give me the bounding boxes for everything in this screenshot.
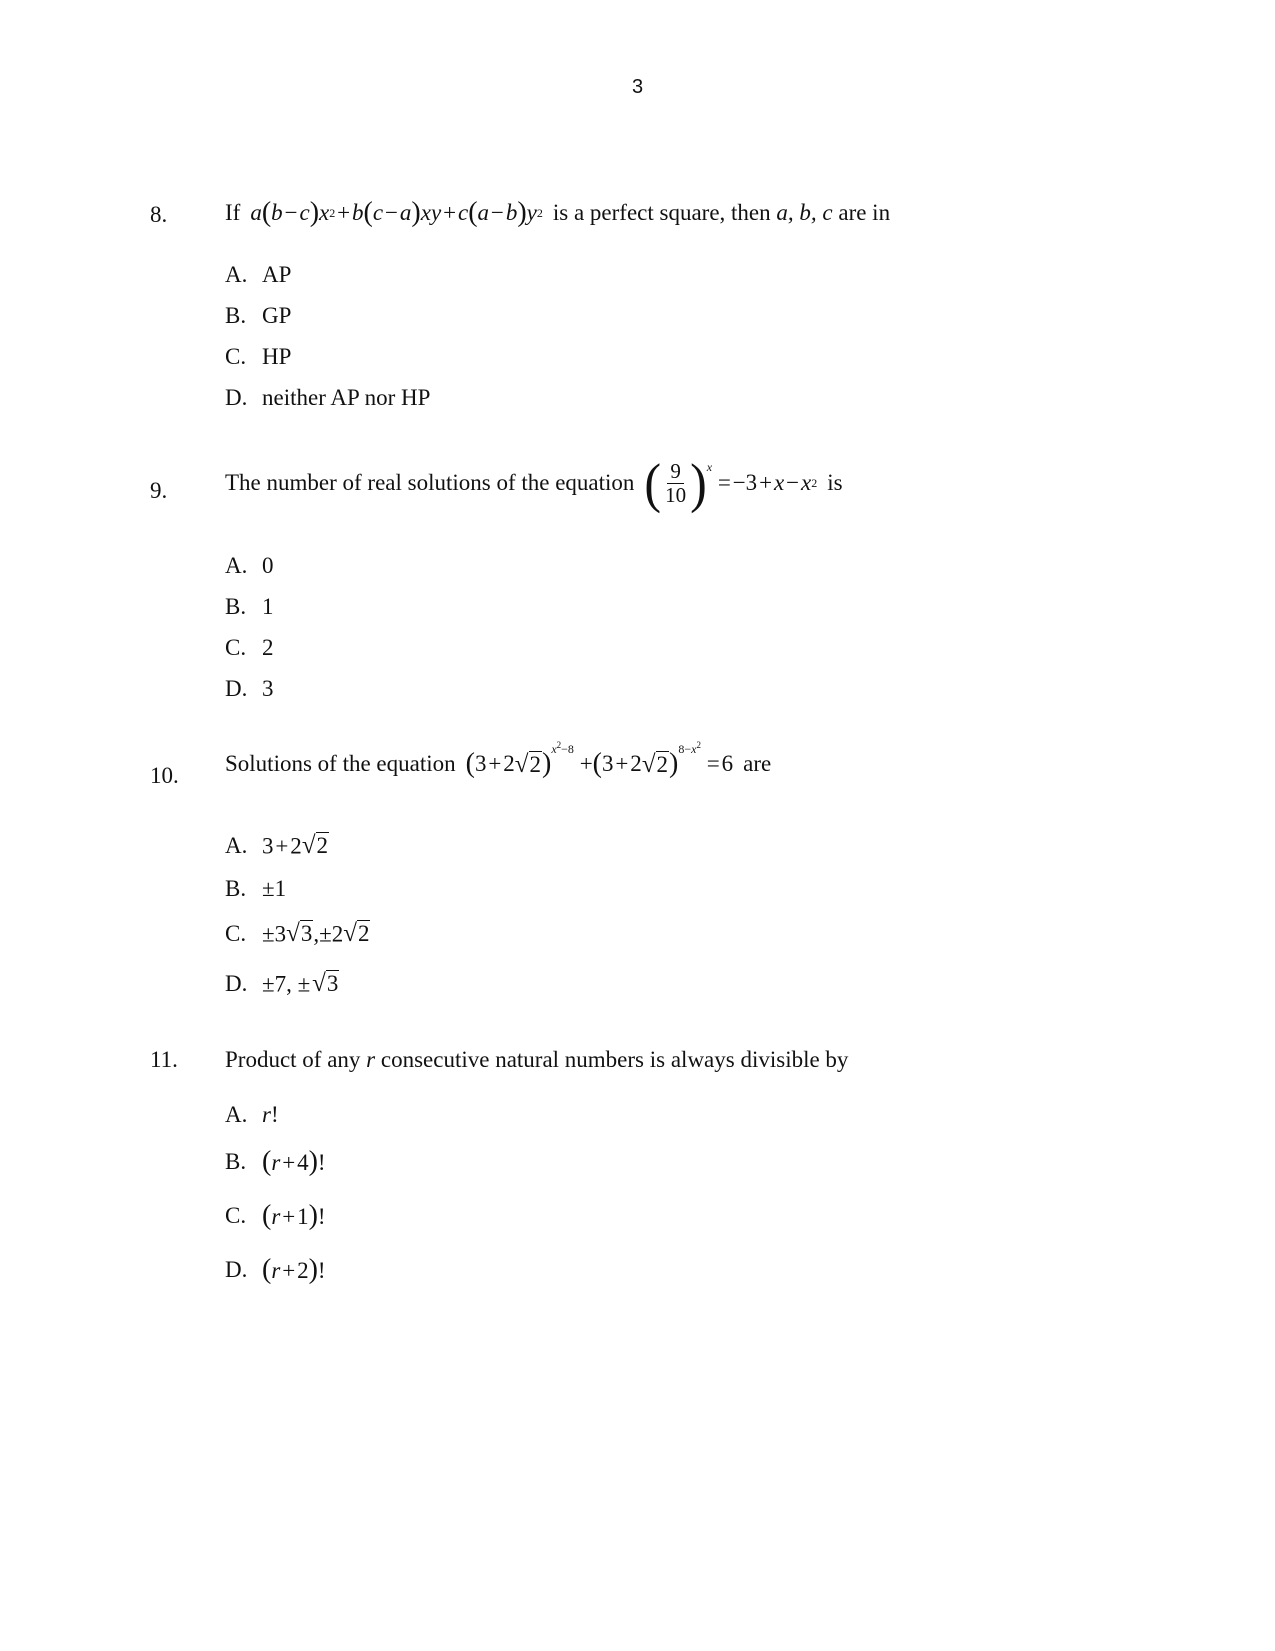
- question-8-option-a[interactable]: A. AP: [225, 262, 292, 287]
- question-10-suffix: are: [743, 751, 772, 776]
- question-8-expression: a ( b − c ) x 2 + b ( c − a ) xy + c ( a − b ) y 2: [250, 197, 543, 228]
- question-9-expression: ( $\frac{9}{10}$ ) x = −3 + x − x 2: [644, 452, 818, 514]
- question-9-option-c[interactable]: C. 2: [225, 635, 274, 660]
- option-b-math: (r + 4)!: [262, 1146, 326, 1177]
- question-8-text: [225, 197, 890, 229]
- question-11-suffix: consecutive natural numbers is always divisible by: [380, 1047, 849, 1072]
- option-c-math: (r + 1)!: [262, 1200, 326, 1231]
- question-8-option-c[interactable]: C. HP: [225, 344, 292, 369]
- question-9-text: [225, 452, 843, 514]
- question-11-var: r: [366, 1047, 376, 1072]
- question-8-option-d[interactable]: D. neither AP nor HP: [225, 385, 431, 410]
- question-10-text: [225, 739, 772, 780]
- question-number-9: 9.: [150, 478, 168, 503]
- question-8-vars: a, b, c: [776, 200, 833, 225]
- question-9-option-b[interactable]: B. 1: [225, 594, 274, 619]
- question-number-10: 10.: [150, 763, 179, 788]
- option-a-math: 3 + 2 √ 2: [262, 832, 329, 860]
- question-10-option-c[interactable]: C. ±3 √ 3 ,±2 √ 2: [225, 920, 370, 948]
- question-10-prefix: Solutions of the equation: [225, 751, 456, 776]
- question-10-option-a[interactable]: A. 3 + 2 √ 2: [225, 832, 329, 860]
- question-11-option-a[interactable]: A. r!: [225, 1102, 279, 1127]
- question-11-text: [225, 1047, 848, 1073]
- question-9-suffix: is: [827, 470, 843, 495]
- question-11-option-d[interactable]: D. (r + 2)!: [225, 1254, 326, 1285]
- question-10-option-b[interactable]: B. ±1: [225, 876, 287, 901]
- question-8-tail: are in: [838, 200, 891, 225]
- question-number-8: 8.: [150, 202, 168, 227]
- page-number: 3: [631, 76, 644, 98]
- question-8-suffix: is a perfect square, then: [552, 200, 771, 225]
- option-a-math: r!: [262, 1102, 279, 1127]
- option-d-math: ±7, ± √ 3: [262, 970, 339, 998]
- question-11-option-c[interactable]: C. (r + 1)!: [225, 1200, 326, 1231]
- option-d-math: (r + 2)!: [262, 1254, 326, 1285]
- question-9-option-a[interactable]: A. 0: [225, 553, 274, 578]
- option-c-math: ±3 √ 3 ,±2 √ 2: [262, 920, 370, 948]
- question-11-prefix: Product of any: [225, 1047, 361, 1072]
- question-10-option-d[interactable]: D. ±7, ± √ 3: [225, 970, 339, 998]
- question-9-option-d[interactable]: D. 3: [225, 676, 274, 701]
- question-11-option-b[interactable]: B. (r + 4)!: [225, 1146, 326, 1177]
- question-number-11: 11.: [150, 1047, 178, 1072]
- question-8-prefix: If: [225, 200, 241, 225]
- question-9-prefix: The number of real solutions of the equation: [225, 470, 635, 495]
- question-10-expression: ( 3 + 2 √ 2 ) $x^2-8$ + ( 3 + 2 √ 2 ) $8-x^2$ = 6: [465, 739, 734, 779]
- question-8-option-b[interactable]: B. GP: [225, 303, 292, 328]
